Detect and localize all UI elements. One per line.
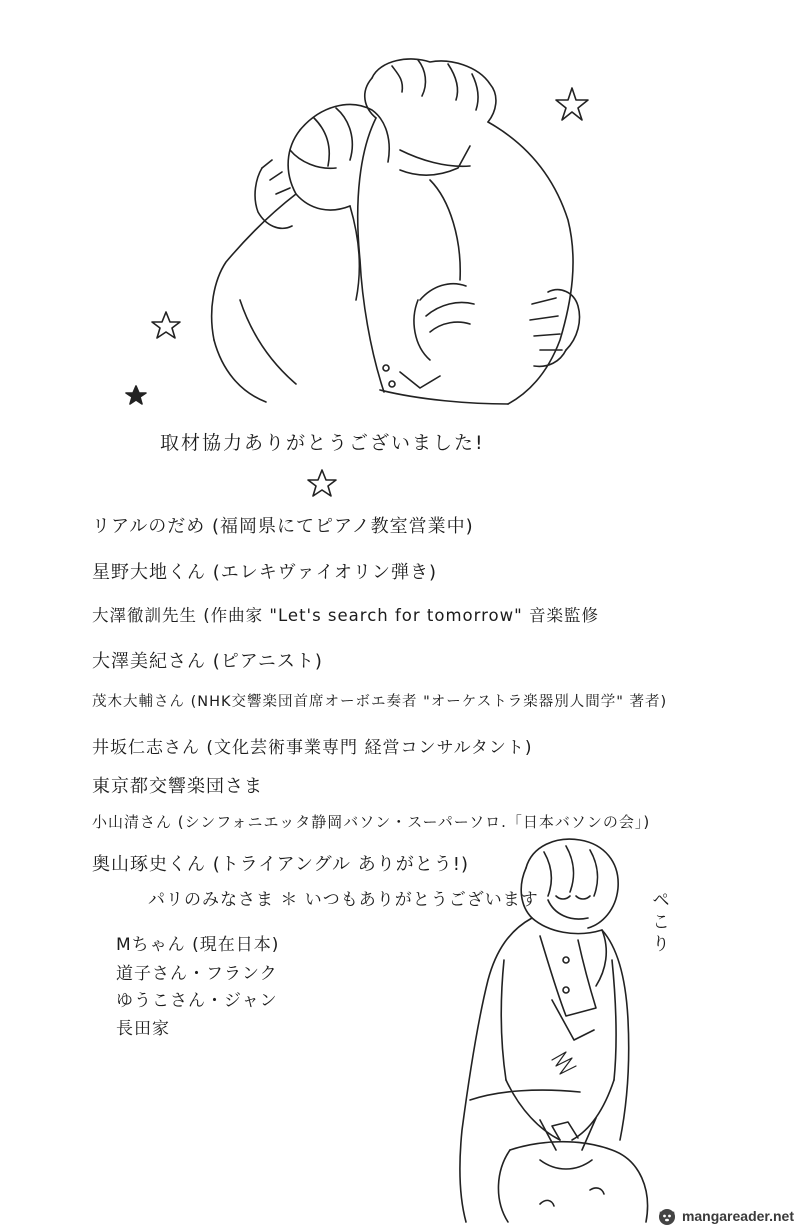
star-icon-center: [308, 470, 336, 496]
star-icon-left: [152, 312, 180, 338]
credit-line: 大澤美紀さん (ピアニスト): [92, 651, 323, 672]
credit-line: 大澤徹訓先生 (作曲家 "Let's search for tomorrow" 音楽監修: [92, 606, 599, 625]
dog-logo-icon: [656, 1205, 678, 1227]
credit-line: 井坂仁志さん (文化芸術事業専門 経営コンサルタント): [92, 738, 533, 758]
credit-line: 奥山琢史くん (トライアングル ありがとう!): [92, 854, 470, 875]
friend-line: 長田家: [116, 1019, 170, 1039]
friend-line: Mちゃん (現在日本): [116, 935, 280, 955]
thanks-heading: 取材協力ありがとうございました!: [160, 432, 485, 454]
watermark-text: mangareader.net: [681, 1208, 794, 1224]
star-icon-top-right: [556, 88, 588, 120]
embracing-couple-sketch: [212, 59, 580, 404]
friend-line: 道子さん・フランク: [116, 964, 278, 984]
credit-line: 茂木大輔さん (NHK交響楽団首席オーボエ奏者 "オーケストラ楽器別人間学" 著者): [92, 694, 668, 710]
credit-line: 小山清さん (シンフォニエッタ静岡バソン・スーパーソロ.「日本バソンの会」): [92, 813, 651, 831]
star-icon-left-small: [126, 386, 146, 404]
credit-line: リアルのだめ (福岡県にてピアノ教室営業中): [92, 516, 474, 537]
credit-line: 東京都交響楽団さま: [92, 776, 263, 797]
friend-line: ゆうこさん・ジャン: [116, 991, 278, 1011]
bow-sound-effect: ペこり: [649, 890, 670, 956]
paris-thanks-line: パリのみなさま ＊ いつもありがとうございます: [148, 890, 539, 910]
site-watermark[interactable]: [656, 1205, 794, 1227]
credit-line: 星野大地くん (エレキヴァイオリン弾き): [92, 562, 438, 583]
